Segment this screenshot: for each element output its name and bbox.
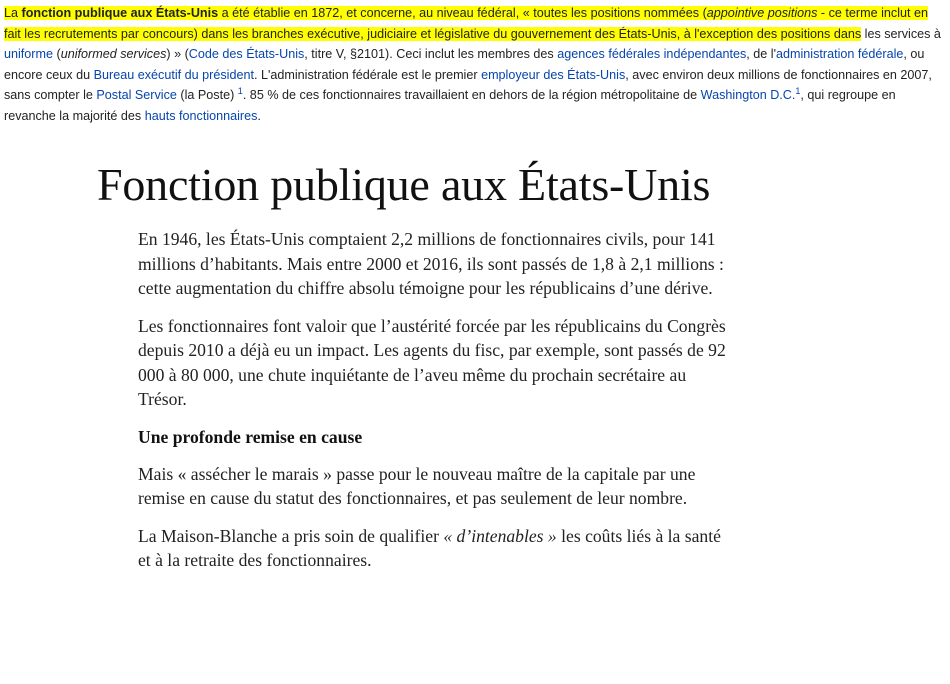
text-fragment: a été établie en 1872, et concerne, au niveau fédéral, « toutes les positions nommées ( <box>218 6 707 20</box>
text-fragment: . 85 % de ces fonctionnaires travaillaient en dehors de la région métropolitaine de <box>242 88 701 102</box>
article-title: Fonction publique aux États-Unis <box>97 159 711 210</box>
text-fragment: les coûts liés à la santé et à la retraite des fonctionnaires. <box>138 525 721 570</box>
text-fragment: , qui regroupe en revanche la majorité des <box>4 88 896 123</box>
text-fragment: , ou encore ceux du <box>4 47 925 82</box>
italic-term: uniformed services <box>60 47 167 61</box>
link-code-etats-unis[interactable]: Code des États-Unis <box>188 47 305 61</box>
text-fragment: La <box>4 6 22 20</box>
highlighted-text <box>4 6 928 41</box>
footnote-ref[interactable]: 1 <box>795 85 801 96</box>
link-postal-service[interactable]: Postal Service <box>96 88 177 102</box>
wikipedia-excerpt <box>4 3 944 126</box>
link-washington[interactable]: Washington D.C. <box>700 88 796 102</box>
link-agences-federales[interactable]: agences fédérales indépendantes <box>557 47 747 61</box>
article-paragraph <box>138 524 728 573</box>
section-heading: Une profonde remise en cause <box>138 426 363 447</box>
text-fragment: , avec environ deux millions de fonctionnaires en 2007, sans compter le <box>4 67 932 102</box>
text-fragment: ( <box>53 47 61 61</box>
link-employeur[interactable]: employeur des États-Unis <box>481 67 626 82</box>
text-fragment: , de l' <box>746 47 776 61</box>
wikipedia-paragraph <box>4 3 944 126</box>
text-fragment: les services à <box>861 26 941 41</box>
footnote-ref[interactable]: 1 <box>237 85 243 96</box>
article-paragraph: En 1946, les États-Unis comptaient 2,2 millions de fonctionnaires civils, pour 141 millions d’habitants. Mais entre 2000 et 2016, ils sont passés de 1,8 à 2,1 millions : cette augmentation du chiffre absolu témoigne pour les républicains d’une dérive. <box>138 229 724 298</box>
link-administration-federale[interactable]: administration fédérale <box>776 47 904 61</box>
link-uniforme[interactable]: uniforme <box>4 47 53 61</box>
italic-term: appointive positions <box>706 6 818 20</box>
link-hauts-fonctionnaires[interactable]: hauts fonctionnaires <box>144 108 258 123</box>
text-fragment: . <box>257 108 261 123</box>
article-paragraph: Mais « assécher le marais » passe pour le nouveau maître de la capitale par une remise en cause du statut des fonctionnaires, et pas seulement de leur nombre. <box>138 463 696 508</box>
text-fragment: , titre V, §2101). Ceci inclut les membres des <box>304 47 558 61</box>
article-body <box>138 227 728 586</box>
text-fragment: La Maison-Blanche a pris soin de qualifier <box>138 525 444 546</box>
text-fragment: ) » ( <box>166 47 189 61</box>
bold-term: fonction publique aux États-Unis <box>21 6 219 20</box>
text-fragment: - ce terme inclut en fait les recrutements par concours) dans les branches exécutive, judiciaire et législative du gouvernement des États-Unis, à l'exception des positions dans <box>4 6 929 41</box>
italic-quote: « d’intenables » <box>443 525 557 546</box>
text-fragment: (la Poste) <box>176 88 238 102</box>
link-bureau-executif[interactable]: Bureau exécutif du président <box>93 67 254 82</box>
article-paragraph: Les fonctionnaires font valoir que l’austérité forcée par les républicains du Congrès depuis 2010 a déjà eu un impact. Les agents du fisc, par exemple, sont passés de 92 000 à 80 000, une chute inquiétante de l’aveu même du prochain secrétaire au Trésor. <box>138 315 726 409</box>
text-fragment: . L'administration fédérale est le premier <box>253 67 482 82</box>
